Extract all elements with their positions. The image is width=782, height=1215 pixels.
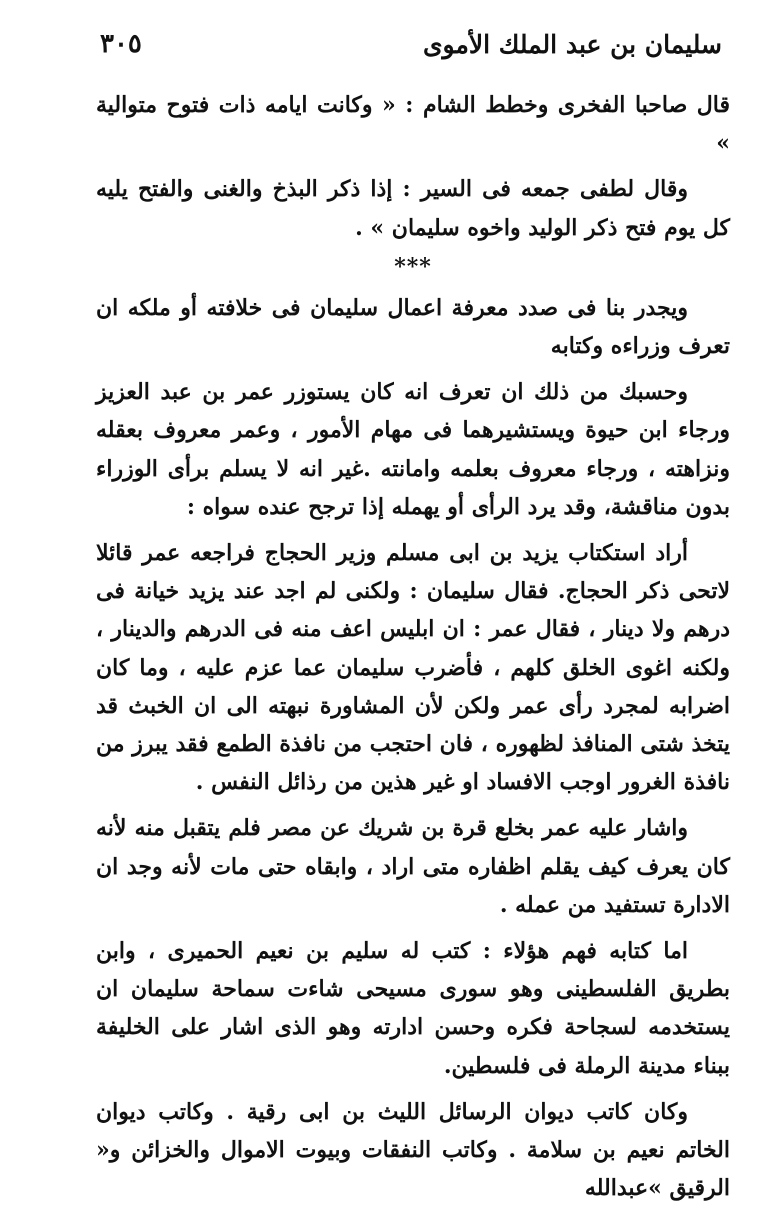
page-number: ٣٠٥ xyxy=(100,29,142,59)
running-head xyxy=(100,22,722,66)
paragraph-diwans: وكان كاتب ديوان الرسائل الليث بن ابى رقية . وكاتب ديوان الخاتم نعيم بن سلامة . وكاتب النفقات وبيوت الاموال والخزائن و« الرقيق »عبدالله xyxy=(96,1098,730,1202)
paragraph-yazid-story: أراد استكتاب يزيد بن ابى مسلم وزير الحجاج فراجعه عمر قائلا لاتحى ذكر الحجاج. فقال سليمان : ولكنى لم اجد عند يزيد خيانة فى درهم ولا دينار ، فقال عمر : ان ابليس اعف منه فى الدرهم والدينار ، ولكنه اغوى الخلق كلهم ، فأضرب سليمان عما عزم عليه ، وما كان اضرابه لمجرد رأى عمر ولكن لأن المشاورة نبهته الى ان الخبث قد يتخذ شتى المنافذ لظهوره ، فان احتجب من نافذة الطمع فقد يبرز من نافذة الغرور اوجب الافساد او غير هذين من رذائل النفس . xyxy=(96,540,730,796)
paragraph-ministers-intro: ويجدر بنا فى صدد معرفة اعمال سليمان فى خلافته أو ملكه ان تعرف وزراءه وكتابه xyxy=(96,294,730,360)
paragraph-qurra: واشار عليه عمر بخلع قرة بن شريك عن مصر فلم يتقبل منه لأنه كان يعرف كيف يقلم اظفاره متى اراد ، وابقاه حتى مات لأنه وجد ان الادارة تستفيد من عمله . xyxy=(96,815,730,918)
paragraph-quote-lutfi: وقال لطفى جمعه فى السير : إذا ذكر البذخ والغنى والفتح يليه كل يوم فتح ذكر الوليد واخوه سليمان » . xyxy=(96,176,730,241)
paragraph-scribes: اما كتابه فهم هؤلاء : كتب له سليم بن نعيم الحميرى ، وابن بطريق الفلسطينى وهو سورى مسيحى شاءت سماحة سليمان ان يستخدمه لسجاحة فكره وحسن ادارته وهو الذى اشار على الخليفة ببناء مدينة الرملة فى فلسطين. xyxy=(96,938,730,1079)
paragraph-ministers: وحسبك من ذلك ان تعرف انه كان يستوزر عمر بن عبد العزيز ورجاء ابن حيوة ويستشيرهما فى مهام الأمور ، وعمر معروف بعقله ونزاهته ، ورجاء معروف بعلمه وامانته .غير انه لا يسلم برأى الوزراء بدون مناقشة، وقد يرد الرأى أو يهمله إذا ترجح عنده سواه : xyxy=(96,379,730,520)
section-separator: *** xyxy=(394,253,432,280)
running-title: سليمان بن عبد الملك الأموى xyxy=(422,29,722,59)
body-text xyxy=(96,86,730,1215)
paragraph-quote-fakhri: قال صاحبا الفخرى وخطط الشام : « وكانت ايامه ذات فتوح متوالية » xyxy=(96,92,730,157)
